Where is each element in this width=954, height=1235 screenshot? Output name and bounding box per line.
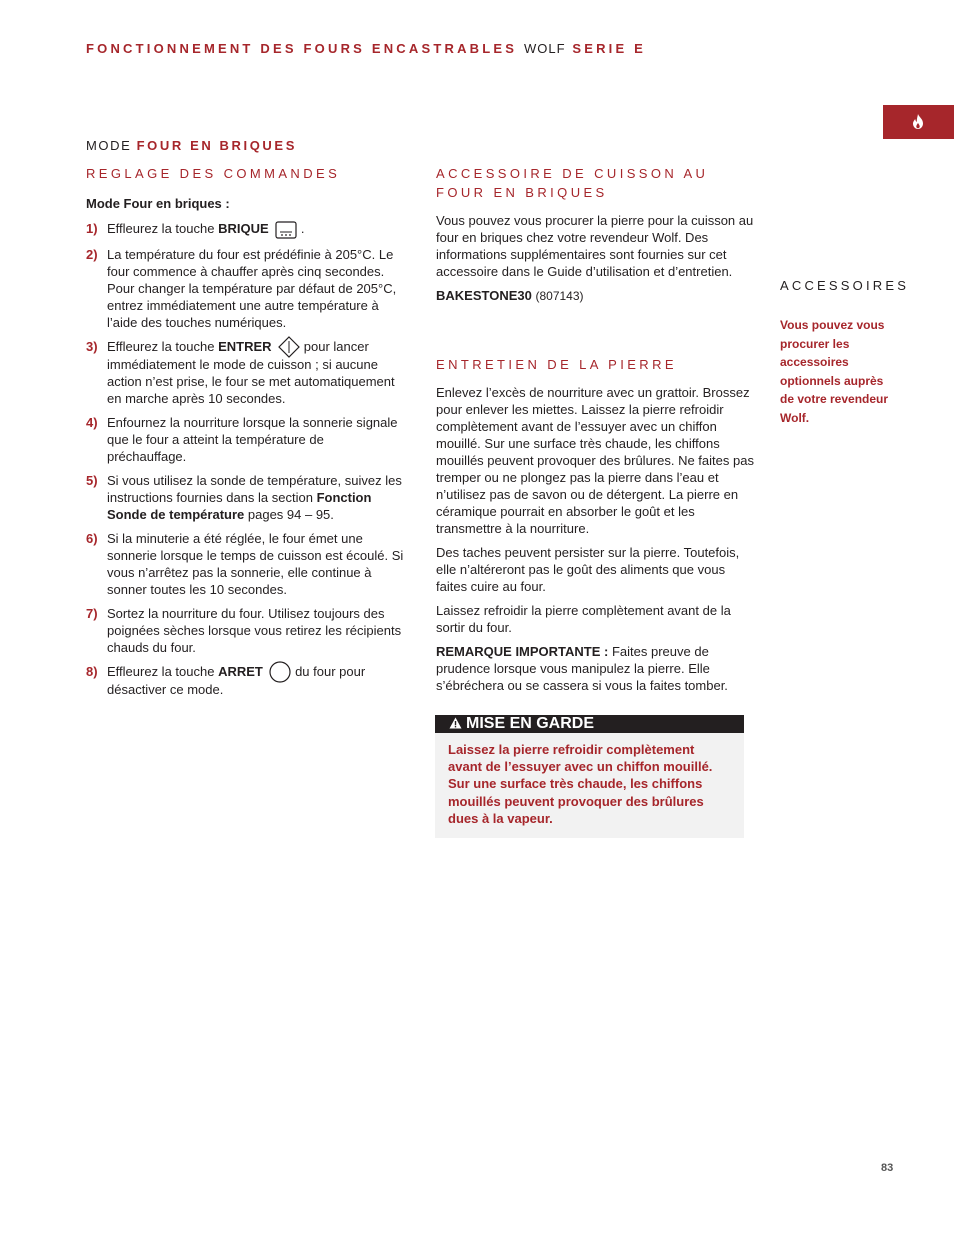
- step-3: [86, 338, 406, 407]
- step-text-end: pour lancer immédiatement le mode de cuisson ; si aucune action n’est prise, le four se met automatiquement en marche après 10 secondes.: [107, 338, 395, 406]
- step-text: Enfournez la nourriture lorsque la sonnerie signale que le four a atteint la température de préchauffage.: [107, 414, 398, 464]
- accessory-model: [436, 287, 756, 305]
- step-text: Si vous utilisez la sonde de température, suivez les instructions fournies dans la section: [107, 472, 402, 505]
- step-text: Sortez la nourriture du four. Utilisez toujours des poignées sèches lorsque vous retirez les récipients chauds du four.: [107, 605, 402, 655]
- warning-triangle-icon: [449, 717, 462, 729]
- warning-title: MISE EN GARDE: [466, 715, 595, 732]
- warning-text: Laissez la pierre refroidir complètement avant de l’essuyer avec un chiffon mouillé. Sur une surface très chaude, les chiffons mouillés peuvent provoquer des brûlures dues à la vapeur.: [448, 742, 713, 826]
- flame-icon: [912, 114, 924, 129]
- note-text: Faites preuve de prudence lorsque vous manipulez la pierre. Elle s’ébréchera ou se cassera si vous la faites tomber.: [436, 644, 728, 693]
- model-name: BAKESTONE30: [436, 288, 532, 303]
- step-number: 3): [86, 338, 98, 354]
- accessory-section: [436, 212, 756, 312]
- step-text: La température du four est prédéfinie à 205°C. Le four commence à chauffer après cinq secondes. Pour changer la température par défaut de 205°C, entrez immédiatement une autre température à l’aide des touches numériques.: [107, 246, 397, 330]
- note-label: REMARQUE IMPORTANTE :: [436, 644, 609, 659]
- step-4: [86, 414, 406, 465]
- controls-column: [86, 195, 406, 705]
- step-key-label: ENTRER: [218, 338, 272, 354]
- step-2: [86, 246, 406, 331]
- care-paragraph-3: Laissez refroidir la pierre complètement avant de la sortir du four.: [436, 603, 731, 635]
- step-number: 4): [86, 414, 98, 430]
- step-5: [86, 472, 406, 523]
- step-number: 6): [86, 530, 98, 546]
- care-paragraph-1: Enlevez l’excès de nourriture avec un grattoir. Brossez pour enlever les miettes. Laissez la pierre refroidir complètement avant de l’essuyer avec un chiffon mouillé. Sur une surface très chaude, les chiffons mouillés peuvent provoquer des brûlures. Ne faites pas tremper ou ne plongez pas la pierre dans l’eau et n’utilisez pas de savon ou de détergent. La pierre en céramique pourrait en absorber le goût et les transmettre à la nourriture.: [436, 385, 754, 536]
- model-code: (807143): [535, 289, 584, 303]
- step-text-end: pages 94 – 95.: [244, 506, 334, 522]
- page-number: 83: [881, 1162, 894, 1174]
- step-text: Effleurez la touche: [107, 663, 219, 679]
- controls-heading: REGLAGE DES COMMANDES: [86, 166, 341, 181]
- step-7: [86, 605, 406, 656]
- header-section-title: FONCTIONNEMENT DES FOURS ENCASTRABLES: [86, 41, 518, 56]
- accessory-body: Vous pouvez vous procurer la pierre pour la cuisson au four en briques chez votre revendeur Wolf. Des informations supplémentaires sont fournies sur cet accessoire dans le Guide d’utilisation et d’entretien.: [436, 213, 754, 279]
- sidebar-heading: ACCESSOIRES: [780, 278, 910, 293]
- step-key-label: BRIQUE: [218, 221, 269, 236]
- step-8: [86, 663, 406, 698]
- step-number: 1): [86, 221, 98, 236]
- accessory-heading: ACCESSOIRE DE CUISSON AU FOUR EN BRIQUES: [436, 166, 709, 200]
- mode-prefix: MODE: [86, 138, 132, 153]
- step-reference: Fonction Sonde de température: [107, 489, 372, 522]
- brick-key-icon: [275, 221, 297, 239]
- step-number: 8): [86, 663, 98, 679]
- mode-name: FOUR EN BRIQUES: [136, 138, 297, 153]
- mode-title: [86, 138, 297, 153]
- care-paragraph-2: Des taches peuvent persister sur la pierre. Toutefois, elle n’altéreront pas le goût des aliments que vous faites cuire au four.: [436, 545, 740, 594]
- controls-subheading: Mode Four en briques :: [86, 196, 230, 211]
- step-text-end: .: [297, 221, 305, 236]
- enter-key-icon: [278, 336, 300, 358]
- step-text: Effleurez la touche: [107, 338, 219, 354]
- header-brand: WOLF: [523, 41, 566, 56]
- step-number: 2): [86, 246, 98, 262]
- step-1: [86, 220, 406, 239]
- step-text: Effleurez la touche: [107, 221, 219, 236]
- care-heading: ENTRETIEN DE LA PIERRE: [436, 357, 677, 372]
- off-key-icon: [269, 661, 291, 683]
- page-header: [86, 41, 646, 56]
- warning-box: [435, 715, 744, 838]
- step-6: [86, 530, 406, 598]
- step-key-label: ARRET: [218, 663, 263, 679]
- header-series: SERIE E: [572, 41, 647, 56]
- step-number: 7): [86, 605, 98, 621]
- step-text-end: du four pour désactiver ce mode.: [107, 663, 366, 697]
- step-number: 5): [86, 472, 98, 488]
- sidebar-note: Vous pouvez vous procurer les accessoires optionnels auprès de votre revendeur Wolf.: [780, 318, 889, 425]
- step-text: Si la minuterie a été réglée, le four émet une sonnerie lorsque le temps de cuisson est écoulé. Si vous n’arrêtez pas la sonnerie, elle continue à sonner toutes les 10 secondes.: [107, 530, 404, 597]
- warning-title-bar: [435, 715, 744, 733]
- care-section: [436, 384, 756, 701]
- section-tab: [883, 105, 954, 139]
- care-note: [436, 643, 756, 694]
